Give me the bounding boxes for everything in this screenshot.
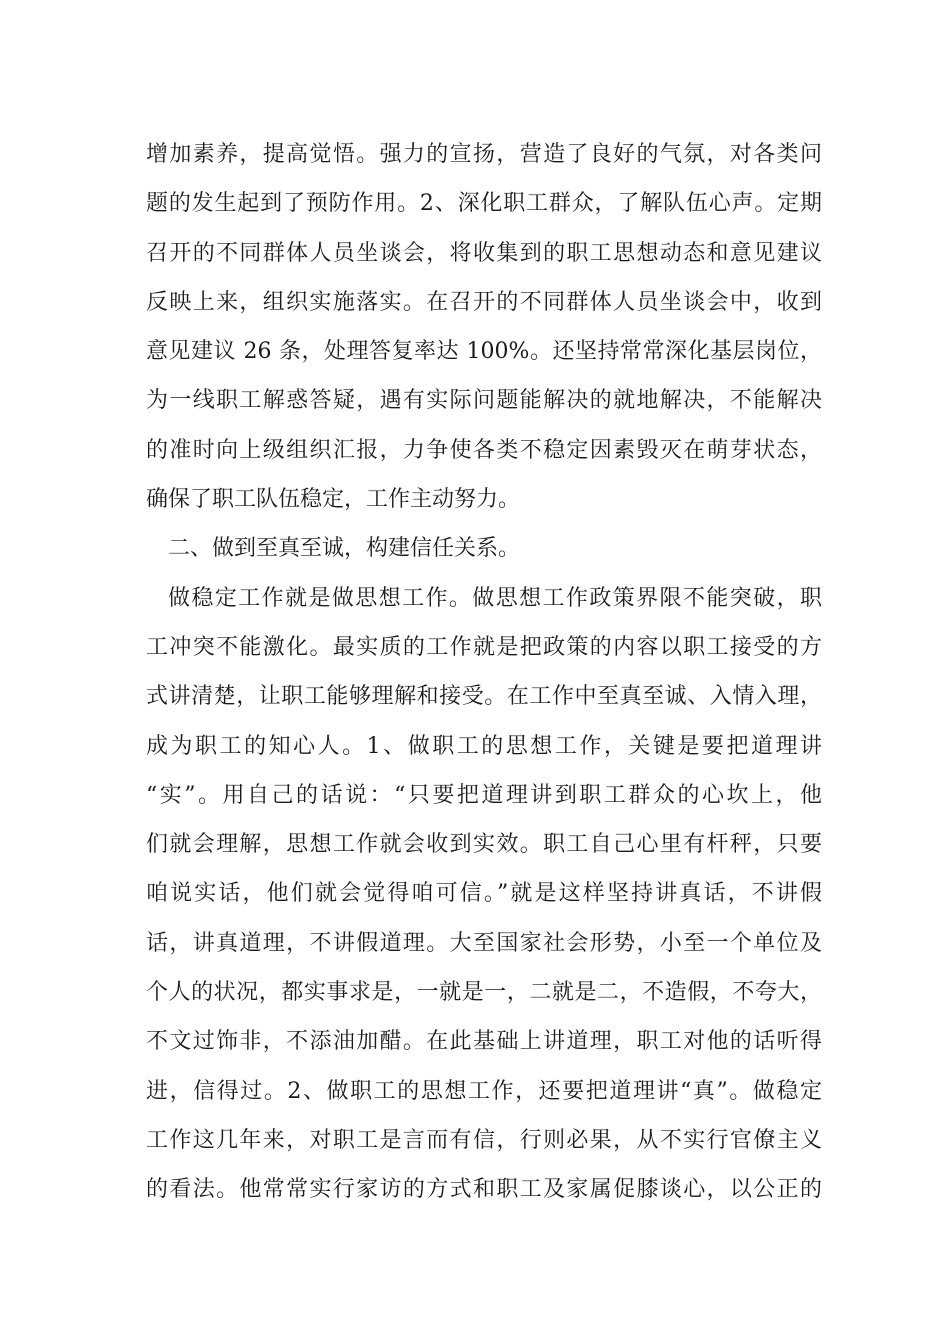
text-line: 二、做到至真至诚，构建信任关系。 [168,536,521,562]
text-line: 工作这几年来，对职工是言而有信，行则必果，从不实行官僚主义 [146,1127,822,1153]
text-line: 话，讲真道理，不讲假道理。大至国家社会形势，小至一个单位及 [146,930,822,956]
text-line: 进，信得过。2、做职工的思想工作，还要把道理讲“真”。做稳定 [146,1078,822,1104]
text-line: 增加素养，提高觉悟。强力的宣扬，营造了良好的气氛，对各类问 [146,142,822,167]
text-line: 为一线职工解惑答疑，遇有实际问题能解决的就地解决，不能解决 [146,388,822,414]
text-line: 咱说实话，他们就会觉得咱可信。”就是这样坚持讲真话，不讲假 [146,881,822,907]
text-line: 的准时向上级组织汇报，力争使各类不稳定因素毁灭在萌芽状态， [146,437,822,463]
text-line: 个人的状况，都实事求是，一就是一，二就是二，不造假，不夸大， [146,980,822,1006]
text-line: 成为职工的知心人。1、做职工的思想工作，关键是要把道理讲 [146,733,822,759]
body-text [146,130,822,1215]
text-line: 召开的不同群体人员坐谈会，将收集到的职工思想动态和意见建议 [146,240,822,266]
text-line: 题的发生起到了预防作用。2、深化职工群众，了解队伍心声。定期 [146,191,822,217]
text-line: 反映上来，组织实施落实。在召开的不同群体人员坐谈会中，收到 [146,289,822,315]
text-line: 式讲清楚，让职工能够理解和接受。在工作中至真至诚、入情入理， [146,684,822,710]
text-line: “实”。用自己的话说：“只要把道理讲到职工群众的心坎上，他 [146,782,822,808]
text-line: 不文过饰非，不添油加醋。在此基础上讲道理，职工对他的话听得 [146,1029,822,1055]
text-line: 做稳定工作就是做思想工作。做思想工作政策界限不能突破，职 [168,585,822,611]
text-line: 们就会理解，思想工作就会收到实效。职工自己心里有杆秤，只要 [146,832,822,858]
text-line: 工冲突不能激化。最实质的工作就是把政策的内容以职工接受的方 [146,634,822,660]
text-line: 确保了职工队伍稳定，工作主动努力。 [146,487,521,513]
text-line: 意见建议 26 条，处理答复率达 100%。还坚持常常深化基层岗位， [146,339,822,365]
text-line: 的看法。他常常实行家访的方式和职工及家属促膝谈心，以公正的 [146,1177,822,1203]
